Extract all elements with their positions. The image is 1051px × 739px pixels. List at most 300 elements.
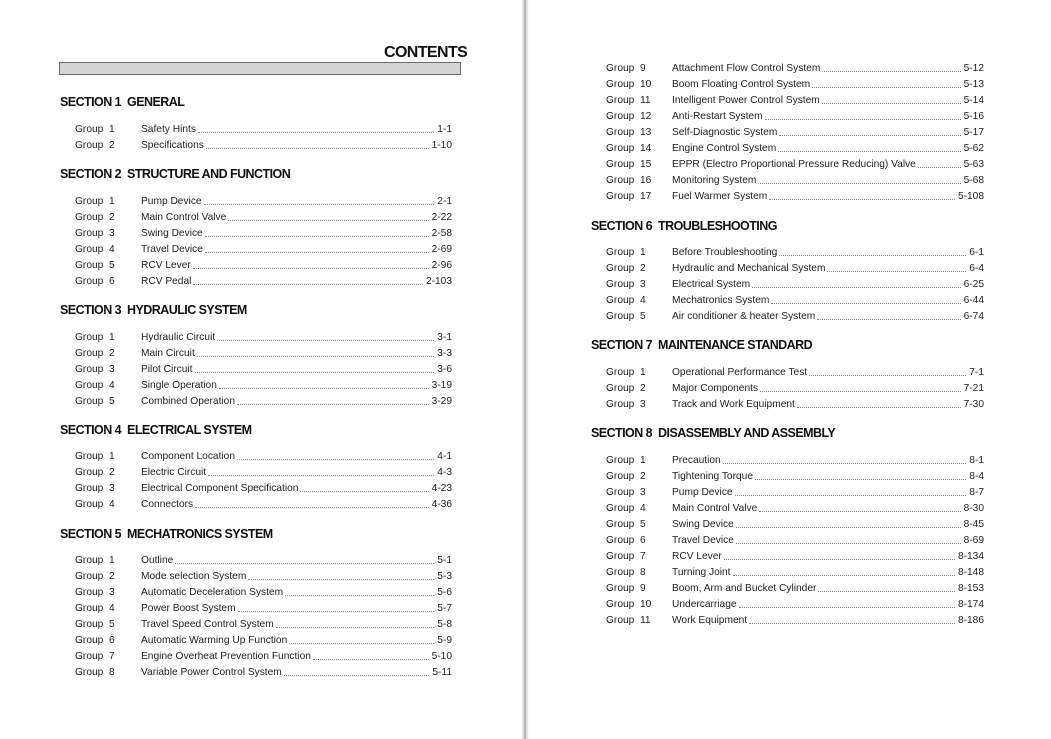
entry-title: Hydraulic Circuit bbox=[141, 332, 216, 343]
dot-leader bbox=[248, 578, 434, 580]
entry-title: Electrical System bbox=[672, 279, 751, 290]
dot-leader bbox=[208, 474, 434, 476]
page-number: 5-10 bbox=[431, 651, 452, 662]
section-heading bbox=[591, 338, 812, 352]
entry-title: Tightening Torque bbox=[672, 471, 753, 482]
group-number: 5 bbox=[109, 396, 115, 407]
toc-entry[interactable] bbox=[606, 172, 984, 187]
entry-title: Swing Device bbox=[672, 519, 734, 530]
entry-title: Hydraulic and Mechanical System bbox=[672, 263, 826, 274]
toc-entry[interactable] bbox=[606, 548, 984, 563]
group-number: 2 bbox=[109, 571, 115, 582]
group-label bbox=[75, 450, 141, 463]
group-number: 2 bbox=[640, 471, 646, 482]
group-label bbox=[75, 259, 141, 272]
page-number: 5-6 bbox=[437, 587, 452, 598]
dot-leader bbox=[817, 318, 960, 320]
page-number: 8-153 bbox=[957, 583, 984, 594]
group-label bbox=[606, 262, 672, 275]
toc-entry[interactable] bbox=[75, 480, 452, 495]
group-number: 7 bbox=[109, 651, 115, 662]
toc-entry[interactable] bbox=[75, 121, 452, 136]
dot-leader bbox=[736, 542, 961, 544]
toc-entry[interactable] bbox=[75, 137, 452, 152]
group-label bbox=[606, 78, 672, 91]
page-number: 6-25 bbox=[963, 279, 984, 290]
toc-entry[interactable] bbox=[75, 361, 452, 376]
toc-entry[interactable] bbox=[606, 564, 984, 579]
page-number: 4-1 bbox=[437, 451, 452, 462]
group-label bbox=[606, 110, 672, 123]
group-label bbox=[75, 586, 141, 599]
group-number: 10 bbox=[640, 599, 652, 610]
entry-title: Travel Speed Control System bbox=[141, 619, 274, 630]
entry-title: Travel Device bbox=[141, 244, 203, 255]
dot-leader bbox=[769, 198, 955, 200]
entry-title: Major Components bbox=[672, 383, 759, 394]
group-word: Group bbox=[606, 143, 635, 154]
group-label bbox=[75, 498, 141, 511]
page-number: 5-3 bbox=[437, 571, 452, 582]
group-word: Group bbox=[75, 667, 104, 678]
group-number: 7 bbox=[640, 551, 646, 562]
group-label bbox=[75, 650, 141, 663]
toc-entry[interactable] bbox=[606, 468, 984, 483]
dot-leader bbox=[771, 302, 960, 304]
page-number: 5-63 bbox=[963, 159, 984, 170]
entry-title: Boom, Arm and Bucket Cylinder bbox=[672, 583, 817, 594]
group-word: Group bbox=[75, 332, 104, 343]
dot-leader bbox=[197, 355, 434, 357]
toc-entry[interactable] bbox=[75, 193, 452, 208]
toc-entry[interactable] bbox=[75, 552, 452, 567]
group-label bbox=[75, 618, 141, 631]
group-number: 1 bbox=[640, 455, 646, 466]
page-number: 5-14 bbox=[963, 95, 984, 106]
section-number: SECTION 2 bbox=[60, 167, 122, 181]
group-number: 14 bbox=[640, 143, 652, 154]
section-name: TROUBLESHOOTING bbox=[658, 219, 777, 233]
left-toc bbox=[0, 0, 523, 739]
group-label bbox=[75, 331, 141, 344]
section-heading bbox=[60, 303, 247, 317]
group-number: 9 bbox=[640, 63, 646, 74]
page-number: 4-23 bbox=[431, 483, 452, 494]
section-number: SECTION 5 bbox=[60, 527, 122, 541]
group-number: 1 bbox=[109, 555, 115, 566]
page-number: 5-9 bbox=[437, 635, 452, 646]
page-number: 6-1 bbox=[969, 247, 984, 258]
toc-entry[interactable] bbox=[606, 76, 984, 91]
dot-leader bbox=[313, 658, 429, 660]
group-number: 4 bbox=[109, 380, 115, 391]
group-number: 1 bbox=[640, 367, 646, 378]
entry-title: Precaution bbox=[672, 455, 721, 466]
toc-entry[interactable] bbox=[75, 496, 452, 511]
dot-leader bbox=[752, 286, 960, 288]
toc-entry[interactable] bbox=[606, 612, 984, 627]
group-label bbox=[606, 62, 672, 75]
page-number: 3-29 bbox=[431, 396, 452, 407]
dot-leader bbox=[193, 283, 423, 285]
toc-entry[interactable] bbox=[606, 140, 984, 155]
page-number: 8-45 bbox=[963, 519, 984, 530]
dot-leader bbox=[759, 510, 960, 512]
group-number: 3 bbox=[109, 483, 115, 494]
group-number: 2 bbox=[109, 212, 115, 223]
group-label bbox=[606, 598, 672, 611]
dot-leader bbox=[723, 462, 967, 464]
page-number: 3-3 bbox=[437, 348, 452, 359]
group-word: Group bbox=[606, 455, 635, 466]
section-number: SECTION 3 bbox=[60, 303, 122, 317]
toc-entry[interactable] bbox=[606, 596, 984, 611]
toc-entry[interactable] bbox=[75, 600, 452, 615]
group-word: Group bbox=[606, 95, 635, 106]
group-label bbox=[75, 347, 141, 360]
group-word: Group bbox=[606, 295, 635, 306]
entry-title: Variable Power Control System bbox=[141, 667, 282, 678]
group-number: 4 bbox=[640, 295, 646, 306]
group-label bbox=[75, 602, 141, 615]
group-word: Group bbox=[606, 247, 635, 258]
dot-leader bbox=[779, 134, 960, 136]
group-word: Group bbox=[606, 263, 635, 274]
toc-entry[interactable] bbox=[75, 241, 452, 256]
group-label bbox=[606, 366, 672, 379]
page-number: 6-74 bbox=[963, 311, 984, 322]
group-number: 9 bbox=[640, 583, 646, 594]
dot-leader bbox=[284, 674, 430, 676]
group-number: 5 bbox=[109, 260, 115, 271]
group-number: 1 bbox=[640, 247, 646, 258]
group-word: Group bbox=[606, 127, 635, 138]
group-label bbox=[606, 454, 672, 467]
dot-leader bbox=[735, 494, 967, 496]
entry-title: Turning Joint bbox=[672, 567, 731, 578]
toc-entry[interactable] bbox=[75, 584, 452, 599]
group-number: 1 bbox=[109, 196, 115, 207]
dot-leader bbox=[809, 374, 966, 376]
entry-title: Engine Control System bbox=[672, 143, 777, 154]
entry-title: Work Equipment bbox=[672, 615, 748, 626]
entry-title: Electric Circuit bbox=[141, 467, 207, 478]
page-number: 2-69 bbox=[431, 244, 452, 255]
page-number: 5-7 bbox=[437, 603, 452, 614]
page-number: 3-19 bbox=[431, 380, 452, 391]
dot-leader bbox=[760, 390, 961, 392]
group-label bbox=[606, 398, 672, 411]
toc-entry[interactable] bbox=[606, 92, 984, 107]
group-word: Group bbox=[75, 555, 104, 566]
right-toc bbox=[529, 0, 1051, 739]
dot-leader bbox=[193, 267, 429, 269]
toc-entry[interactable] bbox=[606, 500, 984, 515]
page-number: 5-8 bbox=[437, 619, 452, 630]
dot-leader bbox=[228, 219, 428, 221]
toc-entry[interactable] bbox=[606, 380, 984, 395]
group-label bbox=[606, 470, 672, 483]
group-number: 3 bbox=[109, 587, 115, 598]
entry-title: Main Control Valve bbox=[141, 212, 227, 223]
group-word: Group bbox=[75, 212, 104, 223]
right-page bbox=[529, 0, 1051, 739]
toc-entry[interactable] bbox=[606, 276, 984, 291]
page-number: 5-12 bbox=[963, 63, 984, 74]
group-label bbox=[75, 634, 141, 647]
group-number: 6 bbox=[109, 635, 115, 646]
dot-leader bbox=[205, 235, 429, 237]
entry-title: RCV Pedal bbox=[141, 276, 192, 287]
dot-leader bbox=[300, 490, 428, 492]
toc-entry[interactable] bbox=[606, 364, 984, 379]
group-label bbox=[606, 142, 672, 155]
toc-entry[interactable] bbox=[75, 257, 452, 272]
toc-entry[interactable] bbox=[606, 516, 984, 531]
group-label bbox=[606, 582, 672, 595]
toc-entry[interactable] bbox=[606, 156, 984, 171]
toc-entry[interactable] bbox=[606, 580, 984, 595]
group-number: 6 bbox=[640, 535, 646, 546]
entry-title: Single Operation bbox=[141, 380, 217, 391]
page-number: 2-58 bbox=[431, 228, 452, 239]
toc-entry[interactable] bbox=[606, 396, 984, 411]
page-number: 8-134 bbox=[957, 551, 984, 562]
entry-title: Outline bbox=[141, 555, 174, 566]
toc-entry[interactable] bbox=[75, 209, 452, 224]
dot-leader bbox=[758, 182, 960, 184]
group-word: Group bbox=[75, 651, 104, 662]
page-number: 3-1 bbox=[437, 332, 452, 343]
toc-entry[interactable] bbox=[75, 225, 452, 240]
page-number: 8-4 bbox=[969, 471, 984, 482]
page-number: 5-16 bbox=[963, 111, 984, 122]
dot-leader bbox=[198, 131, 434, 133]
group-label bbox=[606, 566, 672, 579]
page-number: 2-22 bbox=[431, 212, 452, 223]
section-number: SECTION 1 bbox=[60, 95, 122, 109]
group-label bbox=[75, 379, 141, 392]
dot-leader bbox=[238, 610, 435, 612]
group-label bbox=[606, 518, 672, 531]
page-number: 6-4 bbox=[969, 263, 984, 274]
dot-leader bbox=[755, 478, 966, 480]
entry-title: Before Troubleshooting bbox=[672, 247, 778, 258]
toc-entry[interactable] bbox=[75, 648, 452, 663]
dot-leader bbox=[205, 251, 429, 253]
page-number: 5-68 bbox=[963, 175, 984, 186]
group-number: 10 bbox=[640, 79, 652, 90]
dot-leader bbox=[765, 118, 961, 120]
toc-entry[interactable] bbox=[606, 124, 984, 139]
section-number: SECTION 7 bbox=[591, 338, 653, 352]
dot-leader bbox=[206, 147, 429, 149]
group-number: 4 bbox=[109, 244, 115, 255]
entry-title: Pump Device bbox=[141, 196, 202, 207]
toc-entry[interactable] bbox=[75, 377, 452, 392]
toc-entry[interactable] bbox=[75, 393, 452, 408]
toc-entry[interactable] bbox=[606, 308, 984, 323]
dot-leader bbox=[827, 270, 966, 272]
group-label bbox=[606, 174, 672, 187]
dot-leader bbox=[778, 150, 960, 152]
entry-title: Main Control Valve bbox=[672, 503, 758, 514]
group-label bbox=[75, 482, 141, 495]
toc-entry[interactable] bbox=[606, 484, 984, 499]
entry-title: Pump Device bbox=[672, 487, 733, 498]
entry-title: Combined Operation bbox=[141, 396, 236, 407]
page-number: 1-1 bbox=[437, 124, 452, 135]
dot-leader bbox=[733, 574, 955, 576]
entry-title: RCV Lever bbox=[141, 260, 191, 271]
entry-title: Boom Floating Control System bbox=[672, 79, 811, 90]
group-label bbox=[606, 278, 672, 291]
group-word: Group bbox=[606, 175, 635, 186]
group-label bbox=[75, 227, 141, 240]
dot-leader bbox=[918, 166, 961, 168]
toc-entry[interactable] bbox=[606, 108, 984, 123]
dot-leader bbox=[217, 339, 434, 341]
section-heading bbox=[60, 423, 252, 437]
section-number: SECTION 6 bbox=[591, 219, 653, 233]
group-number: 1 bbox=[109, 124, 115, 135]
toc-entry[interactable] bbox=[75, 345, 452, 360]
group-number: 4 bbox=[109, 603, 115, 614]
group-word: Group bbox=[75, 276, 104, 287]
group-number: 12 bbox=[640, 111, 652, 122]
group-word: Group bbox=[606, 399, 635, 410]
toc-entry[interactable] bbox=[75, 329, 452, 344]
toc-entry[interactable] bbox=[606, 292, 984, 307]
toc-entry[interactable] bbox=[606, 260, 984, 275]
toc-entry[interactable] bbox=[75, 568, 452, 583]
group-number: 5 bbox=[640, 519, 646, 530]
section-number: SECTION 4 bbox=[60, 423, 122, 437]
page-number: 5-13 bbox=[963, 79, 984, 90]
page-number: 7-1 bbox=[969, 367, 984, 378]
entry-title: Fuel Warmer System bbox=[672, 191, 768, 202]
toc-entry[interactable] bbox=[606, 532, 984, 547]
entry-title: Intelligent Power Control System bbox=[672, 95, 820, 106]
group-number: 3 bbox=[109, 228, 115, 239]
group-label bbox=[606, 246, 672, 259]
page-number: 3-6 bbox=[437, 364, 452, 375]
group-number: 4 bbox=[640, 503, 646, 514]
section-heading bbox=[60, 167, 290, 181]
group-number: 2 bbox=[109, 140, 115, 151]
group-word: Group bbox=[606, 111, 635, 122]
group-word: Group bbox=[606, 279, 635, 290]
page-number: 7-30 bbox=[963, 399, 984, 410]
group-word: Group bbox=[75, 635, 104, 646]
entry-title: EPPR (Electro Proportional Pressure Reducing) Valve bbox=[672, 159, 916, 170]
section-name: DISASSEMBLY AND ASSEMBLY bbox=[658, 426, 836, 440]
group-number: 8 bbox=[109, 667, 115, 678]
toc-entry[interactable] bbox=[75, 464, 452, 479]
entry-title: Automatic Deceleration System bbox=[141, 587, 284, 598]
entry-title: Specifications bbox=[141, 140, 204, 151]
group-label bbox=[75, 211, 141, 224]
group-word: Group bbox=[606, 383, 635, 394]
group-word: Group bbox=[75, 451, 104, 462]
group-label bbox=[75, 195, 141, 208]
group-label bbox=[75, 275, 141, 288]
section-heading bbox=[60, 95, 184, 109]
group-word: Group bbox=[75, 483, 104, 494]
dot-leader bbox=[822, 102, 961, 104]
toc-entry[interactable] bbox=[606, 188, 984, 203]
group-label bbox=[75, 570, 141, 583]
dot-leader bbox=[195, 506, 429, 508]
group-label bbox=[606, 534, 672, 547]
toc-entry[interactable] bbox=[606, 60, 984, 75]
group-word: Group bbox=[606, 311, 635, 322]
section-name: ELECTRICAL SYSTEM bbox=[127, 423, 252, 437]
entry-title: Air conditioner & heater System bbox=[672, 311, 816, 322]
page-number: 5-11 bbox=[432, 667, 452, 678]
dot-leader bbox=[812, 86, 960, 88]
group-number: 11 bbox=[640, 615, 651, 626]
entry-title: RCV Lever bbox=[672, 551, 722, 562]
entry-title: Travel Device bbox=[672, 535, 734, 546]
page-number: 8-69 bbox=[963, 535, 984, 546]
group-label bbox=[75, 139, 141, 152]
group-word: Group bbox=[75, 244, 104, 255]
page-number: 8-7 bbox=[969, 487, 984, 498]
group-word: Group bbox=[75, 364, 104, 375]
page-number: 8-174 bbox=[957, 599, 984, 610]
group-label bbox=[606, 502, 672, 515]
group-word: Group bbox=[606, 191, 635, 202]
group-number: 1 bbox=[109, 451, 115, 462]
group-number: 15 bbox=[640, 159, 652, 170]
dot-leader bbox=[175, 562, 434, 564]
toc-entry[interactable] bbox=[606, 452, 984, 467]
page-number: 2-96 bbox=[431, 260, 452, 271]
group-number: 3 bbox=[640, 487, 646, 498]
group-number: 1 bbox=[109, 332, 115, 343]
toc-entry[interactable] bbox=[75, 273, 452, 288]
group-word: Group bbox=[75, 196, 104, 207]
dot-leader bbox=[237, 458, 434, 460]
group-number: 2 bbox=[109, 348, 115, 359]
group-word: Group bbox=[606, 503, 635, 514]
entry-title: Component Location bbox=[141, 451, 236, 462]
dot-leader bbox=[736, 526, 961, 528]
group-number: 2 bbox=[109, 467, 115, 478]
group-number: 11 bbox=[640, 95, 651, 106]
dot-leader bbox=[204, 203, 435, 205]
group-label bbox=[606, 126, 672, 139]
group-word: Group bbox=[75, 571, 104, 582]
toc-entry[interactable] bbox=[75, 616, 452, 631]
page-number: 5-62 bbox=[963, 143, 984, 154]
group-label bbox=[606, 310, 672, 323]
toc-entry[interactable] bbox=[606, 244, 984, 259]
entry-title: Operational Performance Test bbox=[672, 367, 808, 378]
toc-entry[interactable] bbox=[75, 632, 452, 647]
group-number: 16 bbox=[640, 175, 652, 186]
entry-title: Mechatronics System bbox=[672, 295, 770, 306]
group-number: 3 bbox=[109, 364, 115, 375]
toc-entry[interactable] bbox=[75, 448, 452, 463]
toc-entry[interactable] bbox=[75, 664, 452, 679]
group-word: Group bbox=[75, 140, 104, 151]
group-word: Group bbox=[606, 79, 635, 90]
page-number: 8-186 bbox=[957, 615, 984, 626]
page-number: 6-44 bbox=[963, 295, 984, 306]
group-number: 8 bbox=[640, 567, 646, 578]
